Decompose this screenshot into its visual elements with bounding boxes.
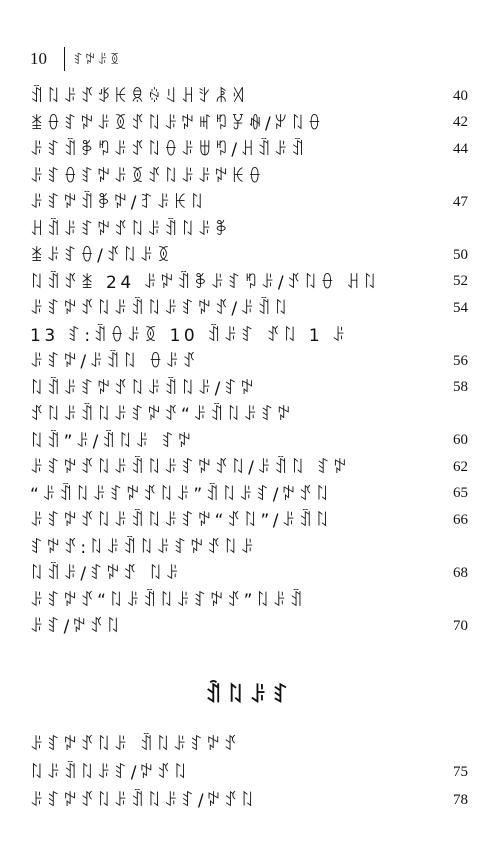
- header-divider: [64, 47, 65, 71]
- toc-entry: [30, 508, 468, 532]
- running-head: ꆏꉢꌠꅉ: [73, 52, 122, 68]
- entry-title: ꇁꀉ”ꌠ/ꀉꇁꌠ ꆏꉢ: [30, 431, 195, 452]
- toc-entry: [30, 243, 468, 267]
- entry-title: ꌠꆏꉢꀋꇁꌠꀉꇁꌠꆏꉢꀋꇁ/ꌠꀉꇁ ꆏꉢ: [30, 458, 351, 478]
- entry-title: ꆏꉢꀋ:ꇁꌠꀉꇁꌠꆏꉢꀋꇁꌠ: [30, 537, 258, 558]
- entry-page-number: 60: [453, 432, 468, 448]
- entry-page-number: 58: [453, 379, 468, 395]
- toc-entry: [30, 349, 468, 373]
- entry-page-number: 44: [453, 140, 468, 157]
- entry-title: ꌠꆏꉢꀋꇁꌠꀉꇁꌠꆏꉢꀋ/ꌠꀉꇁ: [30, 299, 291, 319]
- toc-entry: [30, 588, 468, 612]
- entry-title: ꁧꂷꆏꉢꌠꅉꀋꇁꌠꉢꎭꑳꐯꊿ/ꏃꇁꂷ: [30, 113, 325, 134]
- entry-title: ꌠꆏꉢꀋ“ꇁꌠꀉꇁꌠꆏꉢꀋ”ꇁꌠꀉ: [30, 590, 307, 611]
- toc-entry: [30, 111, 468, 135]
- entry-title: ꌠꆏ/ꉢꀋꇁ: [30, 617, 124, 637]
- entry-title: ꇁꀉꌠꆏꉢꀋꇁꌠꀉꇁꌠ/ꆏꉢ: [30, 378, 258, 399]
- toc-entry: [30, 323, 468, 347]
- entry-title: ꇁꌠꀉꇁꌠꆏ/ꉢꀋꇁ: [30, 763, 191, 783]
- entry-title: ꇁꀉꌠ/ꆏꉢꀋ ꇁꌠ: [30, 564, 183, 584]
- entry-title: 13 ꆏ:ꀉꂷꌠꅉ 10 ꀉꌠꆏ ꀋꇁ 1 ꌠ: [30, 325, 349, 346]
- entry-title: ꌠꆏꉢꀉꃆꉢ/ꆈꌠꀘꇁ: [30, 193, 208, 213]
- toc-entry: [30, 561, 468, 585]
- toc-entry: [30, 137, 468, 161]
- page-number: 10: [30, 49, 47, 68]
- entry-title: ꌠꆏꉢꀋꇁꌠꀉꇁꌠꆏ/ꉢꀋꇁ: [30, 791, 258, 811]
- toc-entry: [30, 535, 468, 559]
- entry-title: ꌠꆏꉢꀋꇁꌠ ꀉꇁꌠꆏꉢꀋ: [30, 735, 241, 755]
- entry-page-number: 42: [453, 114, 468, 130]
- entry-page-number: 50: [453, 246, 468, 263]
- toc-entry: [30, 164, 468, 188]
- entry-page-number: 52: [453, 273, 468, 289]
- entry-page-number: 70: [453, 617, 468, 634]
- toc-entry: [30, 760, 468, 784]
- entry-page-number: 65: [453, 485, 468, 501]
- entry-title: ꁧꌠꆏꂷ/ꀋꇁꌠꅉ: [30, 246, 174, 266]
- entry-title: ꌠꆏꀉꃆꑳꌠꀋꇁꂷꌠꁁꑳ/ꃅꀉꌠꀉ: [30, 140, 308, 160]
- toc-entry: [30, 296, 468, 320]
- entry-page-number: 66: [453, 511, 468, 528]
- entry-page-number: 56: [453, 352, 468, 369]
- entry-page-number: 78: [453, 791, 468, 808]
- entry-title: ꃅꀉꌠꆏꉢꀋꇁꌠꀉꇁꌠꃆ: [30, 219, 232, 240]
- entry-page-number: 75: [453, 763, 468, 780]
- toc-entry: [30, 376, 468, 400]
- entry-title: ꌠꆏꂷꆏꉢꌠꅉꀋꇁꌠꌠꉢꀘꂷ: [30, 166, 265, 187]
- toc-entry: [30, 429, 468, 453]
- entry-title: ꀉꇁꌠꀋꉪꀘꌋꍈꆹꃅꇬꂿꄉ: [30, 87, 249, 107]
- toc-entry: [30, 455, 468, 479]
- entry-title: ꇁꀉꀋꁧ 24 ꌠꉢꀉꃆꌠꆏꑳꌠ/ꀋꇁꂷ ꃅꇁ: [30, 272, 380, 293]
- toc-entry: [30, 482, 468, 506]
- toc-entry: [30, 270, 468, 294]
- section-title: ꀉꇁꌠꆏ: [205, 683, 295, 707]
- entry-title: ꌠꆏꉢꀋꇁꌠꀉꇁꌠꆏꉢ“ꀋꇁ”/ꌠꀉꇁ: [30, 511, 333, 531]
- toc-entry: [30, 402, 468, 426]
- entry-page-number: 54: [453, 299, 468, 316]
- toc-entry: [30, 788, 468, 812]
- entry-title: “ꌠꀉꇁꌠꆏꉢꀋꇁꌠ”ꀉꇁꌠꆏ/ꉢꀋꇁ: [30, 484, 333, 505]
- entry-title: ꀋꇁꌠꀉꇁꌠꆏꉢꀋ“ꌠꀉꇁꌠꆏꉢ: [30, 405, 295, 425]
- toc-entry: [30, 217, 468, 241]
- toc-entry: [30, 614, 468, 638]
- toc-entry: [30, 190, 468, 214]
- toc-entry: [30, 84, 468, 108]
- entry-page-number: 62: [453, 458, 468, 475]
- entry-page-number: 40: [453, 87, 468, 104]
- entry-page-number: 68: [453, 564, 468, 581]
- entry-title: ꌠꆏꉢ/ꌠꀉꇁ ꂷꌠꀋ: [30, 352, 200, 372]
- entry-page-number: 47: [453, 193, 468, 210]
- toc-entry: [30, 732, 468, 756]
- page-header: [30, 46, 122, 72]
